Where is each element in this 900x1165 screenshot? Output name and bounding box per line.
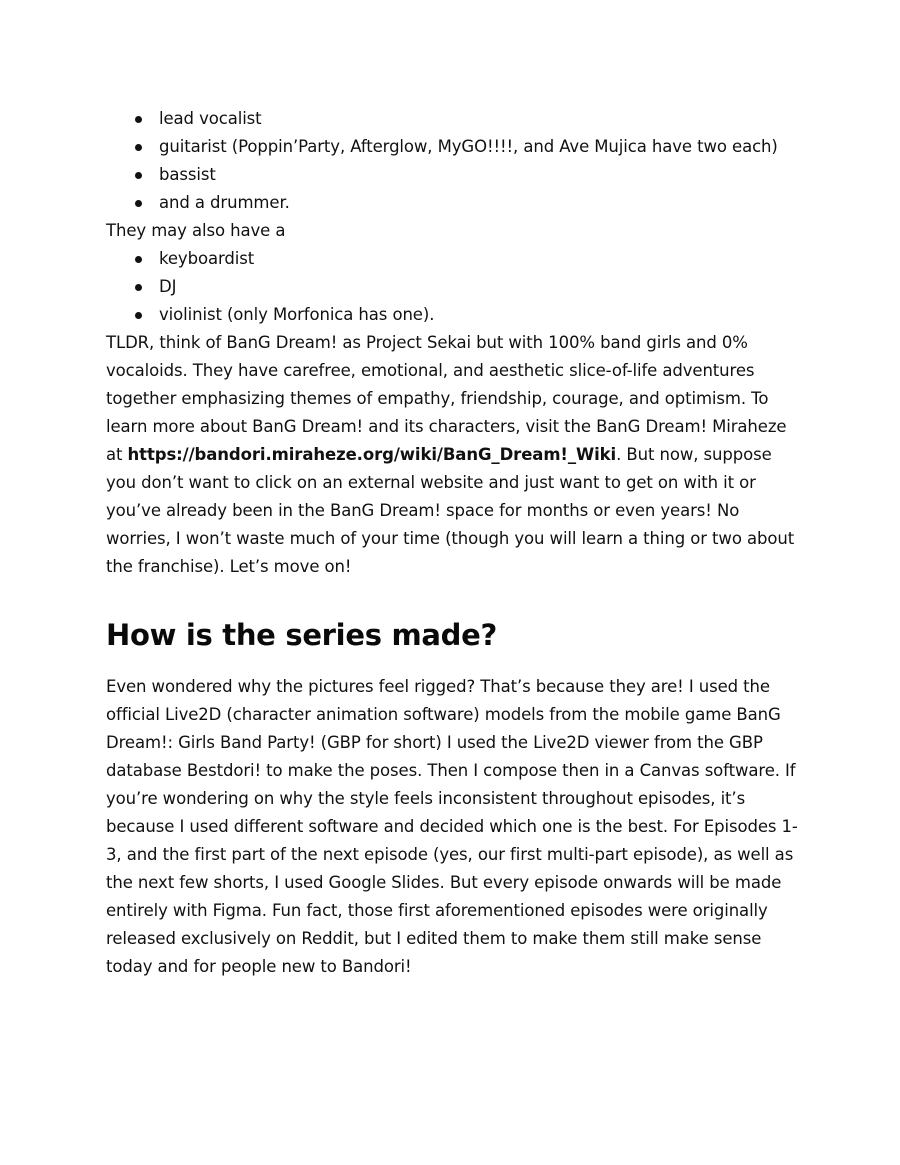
list-item-text: bassist <box>159 165 216 184</box>
member-role-list <box>106 105 806 217</box>
miraheze-link[interactable]: https://bandori.miraheze.org/wiki/BanG_Dream!_Wiki <box>127 445 617 464</box>
list-item <box>106 105 806 133</box>
bullet-icon <box>135 256 142 263</box>
bullet-icon <box>135 284 142 291</box>
list-item-text: DJ <box>159 277 177 296</box>
bullet-icon <box>135 172 142 179</box>
list-item-text: guitarist (Poppin’Party, Afterglow, MyGO!!!!, and Ave Mujica have two each) <box>159 137 778 156</box>
may-also-paragraph: They may also have a <box>106 221 286 240</box>
bullet-icon <box>135 200 142 207</box>
list-item <box>106 245 806 273</box>
list-item <box>106 301 806 329</box>
bullet-icon <box>135 144 142 151</box>
list-item <box>106 161 806 189</box>
tldr-text-start: TLDR, think of BanG Dream! as Project Sekai but with 100% band girls and 0% vocaloids. They have carefree, emotional, and aesthetic slice-of-life adventures together emphasizing themes of empathy, friendship, courage, and optimism. To learn more about BanG Dream! and its characters, visit the BanG Dream! Miraheze at <box>106 333 787 464</box>
tldr-text-end: . But now, suppose you don’t want to click on an external website and just want to get on with it or you’ve already been in the BanG Dream! space for months or even years! No worries, I won’t waste much of your time (though you will learn a thing or two about the franchise). Let’s move on! <box>106 445 795 576</box>
optional-role-list <box>106 245 806 329</box>
list-item-text: keyboardist <box>159 249 255 268</box>
tldr-paragraph <box>106 329 806 581</box>
list-item-text: lead vocalist <box>159 109 262 128</box>
section-heading: How is the series made? <box>106 618 497 652</box>
bullet-icon <box>135 116 142 123</box>
list-item <box>106 133 806 161</box>
list-item <box>106 273 806 301</box>
bullet-icon <box>135 312 142 319</box>
list-item <box>106 189 806 217</box>
section-body-paragraph: Even wondered why the pictures feel rigged? That’s because they are! I used the official Live2D (character animation software) models from the mobile game BanG Dream!: Girls Band Party! (GBP for short) I used the Live2D viewer from the GBP database Bestdori! to make the poses. Then I compose then in a Canvas software. If you’re wondering on why the style feels inconsistent throughout episodes, it’s because I used different software and decided which one is the best. For Episodes 1-3, and the first part of the next episode (yes, our first multi-part episode), as well as the next few shorts, I used Google Slides. But every episode onwards will be made entirely with Figma. Fun fact, those first aforementioned episodes were originally released exclusively on Reddit, but I edited them to make them still make sense today and for people new to Bandori! <box>106 677 798 976</box>
document-content <box>106 105 806 981</box>
list-item-text: violinist (only Morfonica has one). <box>159 305 435 324</box>
list-item-text: and a drummer. <box>159 193 290 212</box>
